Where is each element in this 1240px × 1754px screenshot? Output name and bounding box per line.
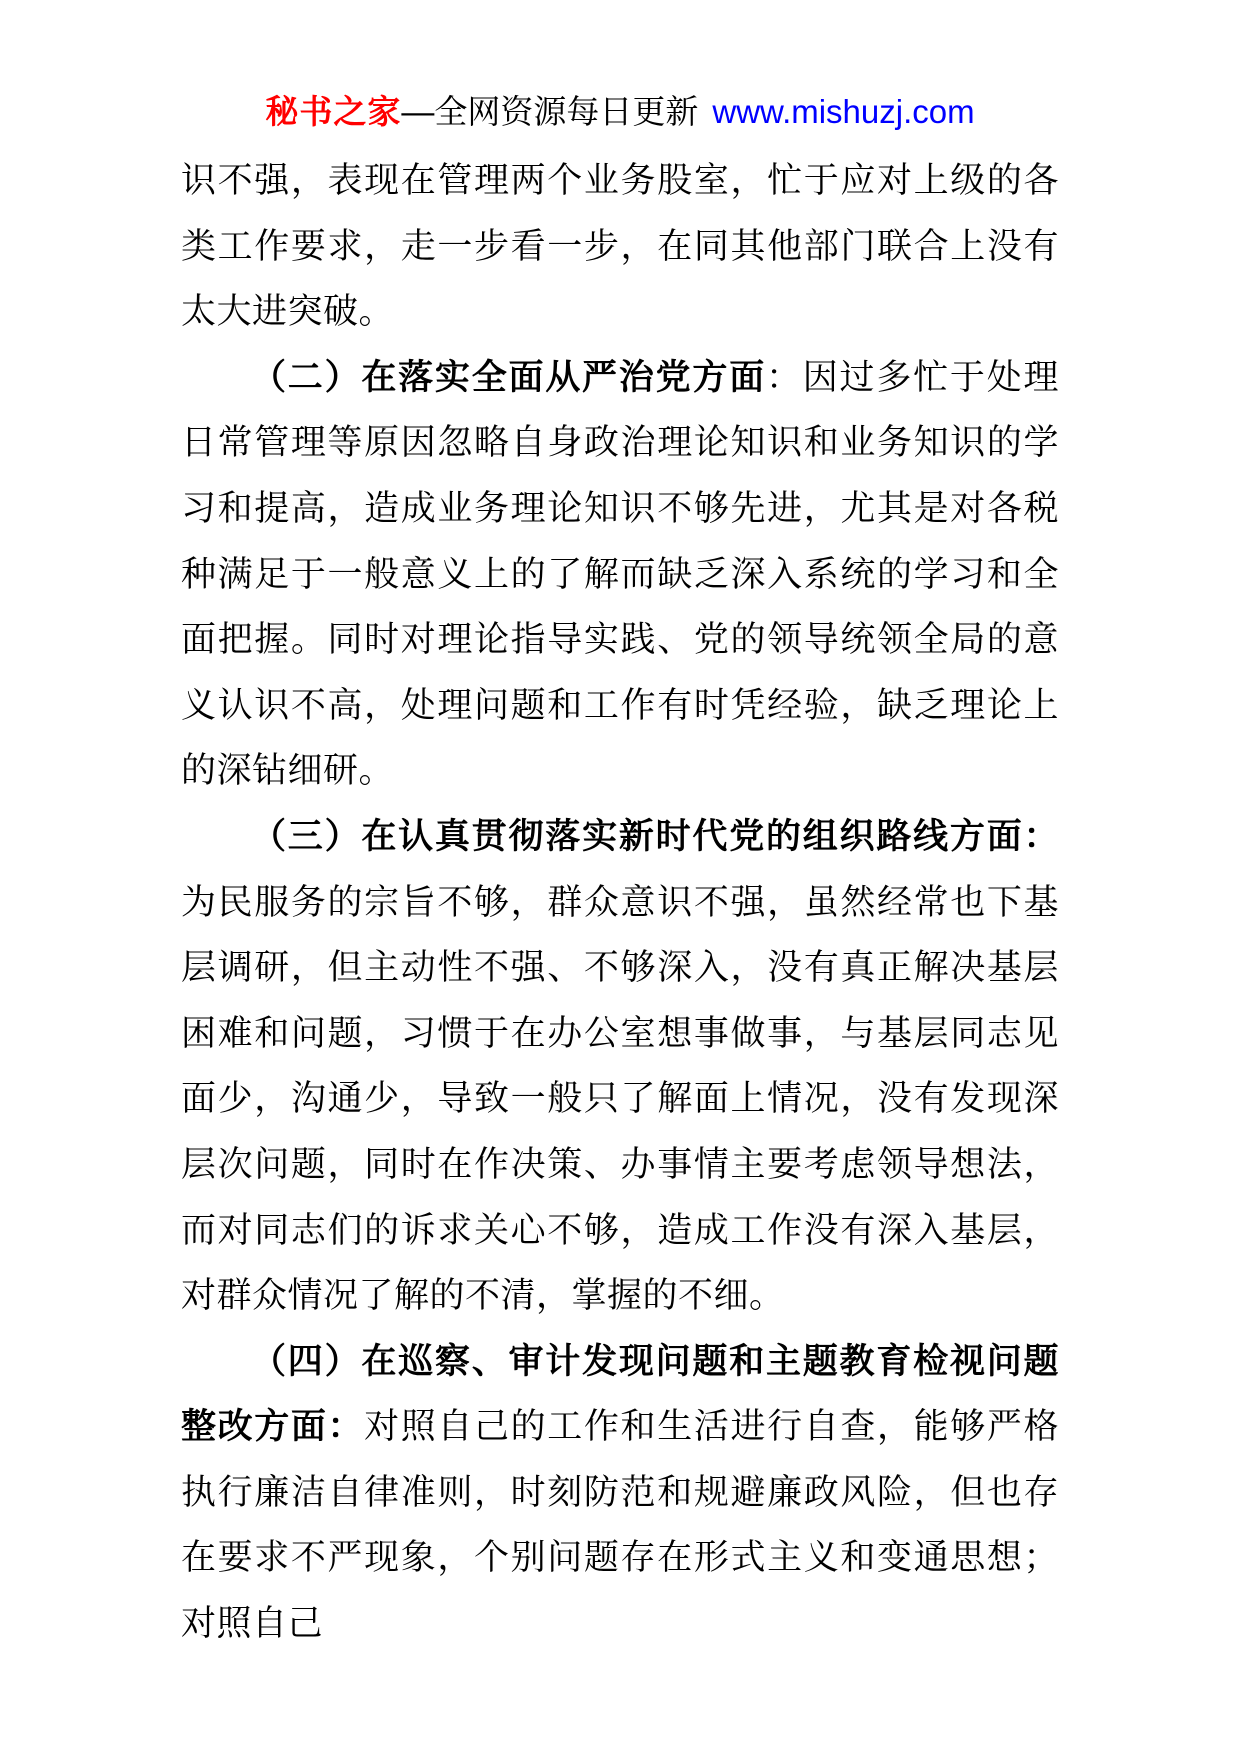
paragraph-text: 识不强，表现在管理两个业务股室，忙于应对上级的各类工作要求，走一步看一步，在同其他部门联合上没有太大进突破。 xyxy=(181,161,1059,332)
paragraph-text: 为民服务的宗旨不够，群众意识不强，虽然经常也下基层调研，但主动性不强、不够深入，没有真正解决基层困难和问题，习惯于在办公室想事做事，与基层同志见面少，沟通少，导致一般只了解面上情况，没有发现深层次问题，同时在作决策、办事情主要考虑领导想法，而对同志们的诉求关心不够，造成工作没有深入基层，对群众情况了解的不清，掌握的不细。 xyxy=(181,882,1059,1316)
paragraph-section-4 xyxy=(181,1329,1059,1657)
paragraph-lead: （四）在巡察、审计发现问题和主题教育检视问题整改方面： xyxy=(181,1341,1059,1447)
paragraph-section-2 xyxy=(181,345,1059,804)
site-url-link[interactable]: www.mishuzj.com xyxy=(712,93,975,130)
paragraph-continuation xyxy=(181,148,1059,345)
paragraph-section-3 xyxy=(181,804,1059,1329)
header-tagline: 全网资源每日更新 xyxy=(434,93,699,130)
paragraph-text: ：因过多忙于处理日常管理等原因忽略自身政治理论知识和业务知识的学习和提高，造成业务理论知识不够先进，尤其是对各税种满足于一般意义上的了解而缺乏深入系统的学习和全面把握。同时对理论指导实践、党的领导统领全局的意义认识不高，处理问题和工作有时凭经验，缺乏理论上的深钻细研。 xyxy=(181,357,1059,791)
header-separator: — xyxy=(401,93,435,130)
document-body xyxy=(181,148,1059,1657)
paragraph-lead: （二）在落实全面从严治党方面 xyxy=(251,357,766,397)
page-header xyxy=(0,0,1240,134)
paragraph-lead: （三）在认真贯彻落实新时代党的组织路线方面： xyxy=(251,816,1059,856)
paragraph-text: 对照自己的工作和生活进行自查，能够严格执行廉洁自律准则，时刻防范和规避廉政风险，但也存在要求不严现象，个别问题存在形式主义和变通思想；对照自己 xyxy=(181,1407,1059,1644)
site-brand: 秘书之家 xyxy=(265,93,402,130)
